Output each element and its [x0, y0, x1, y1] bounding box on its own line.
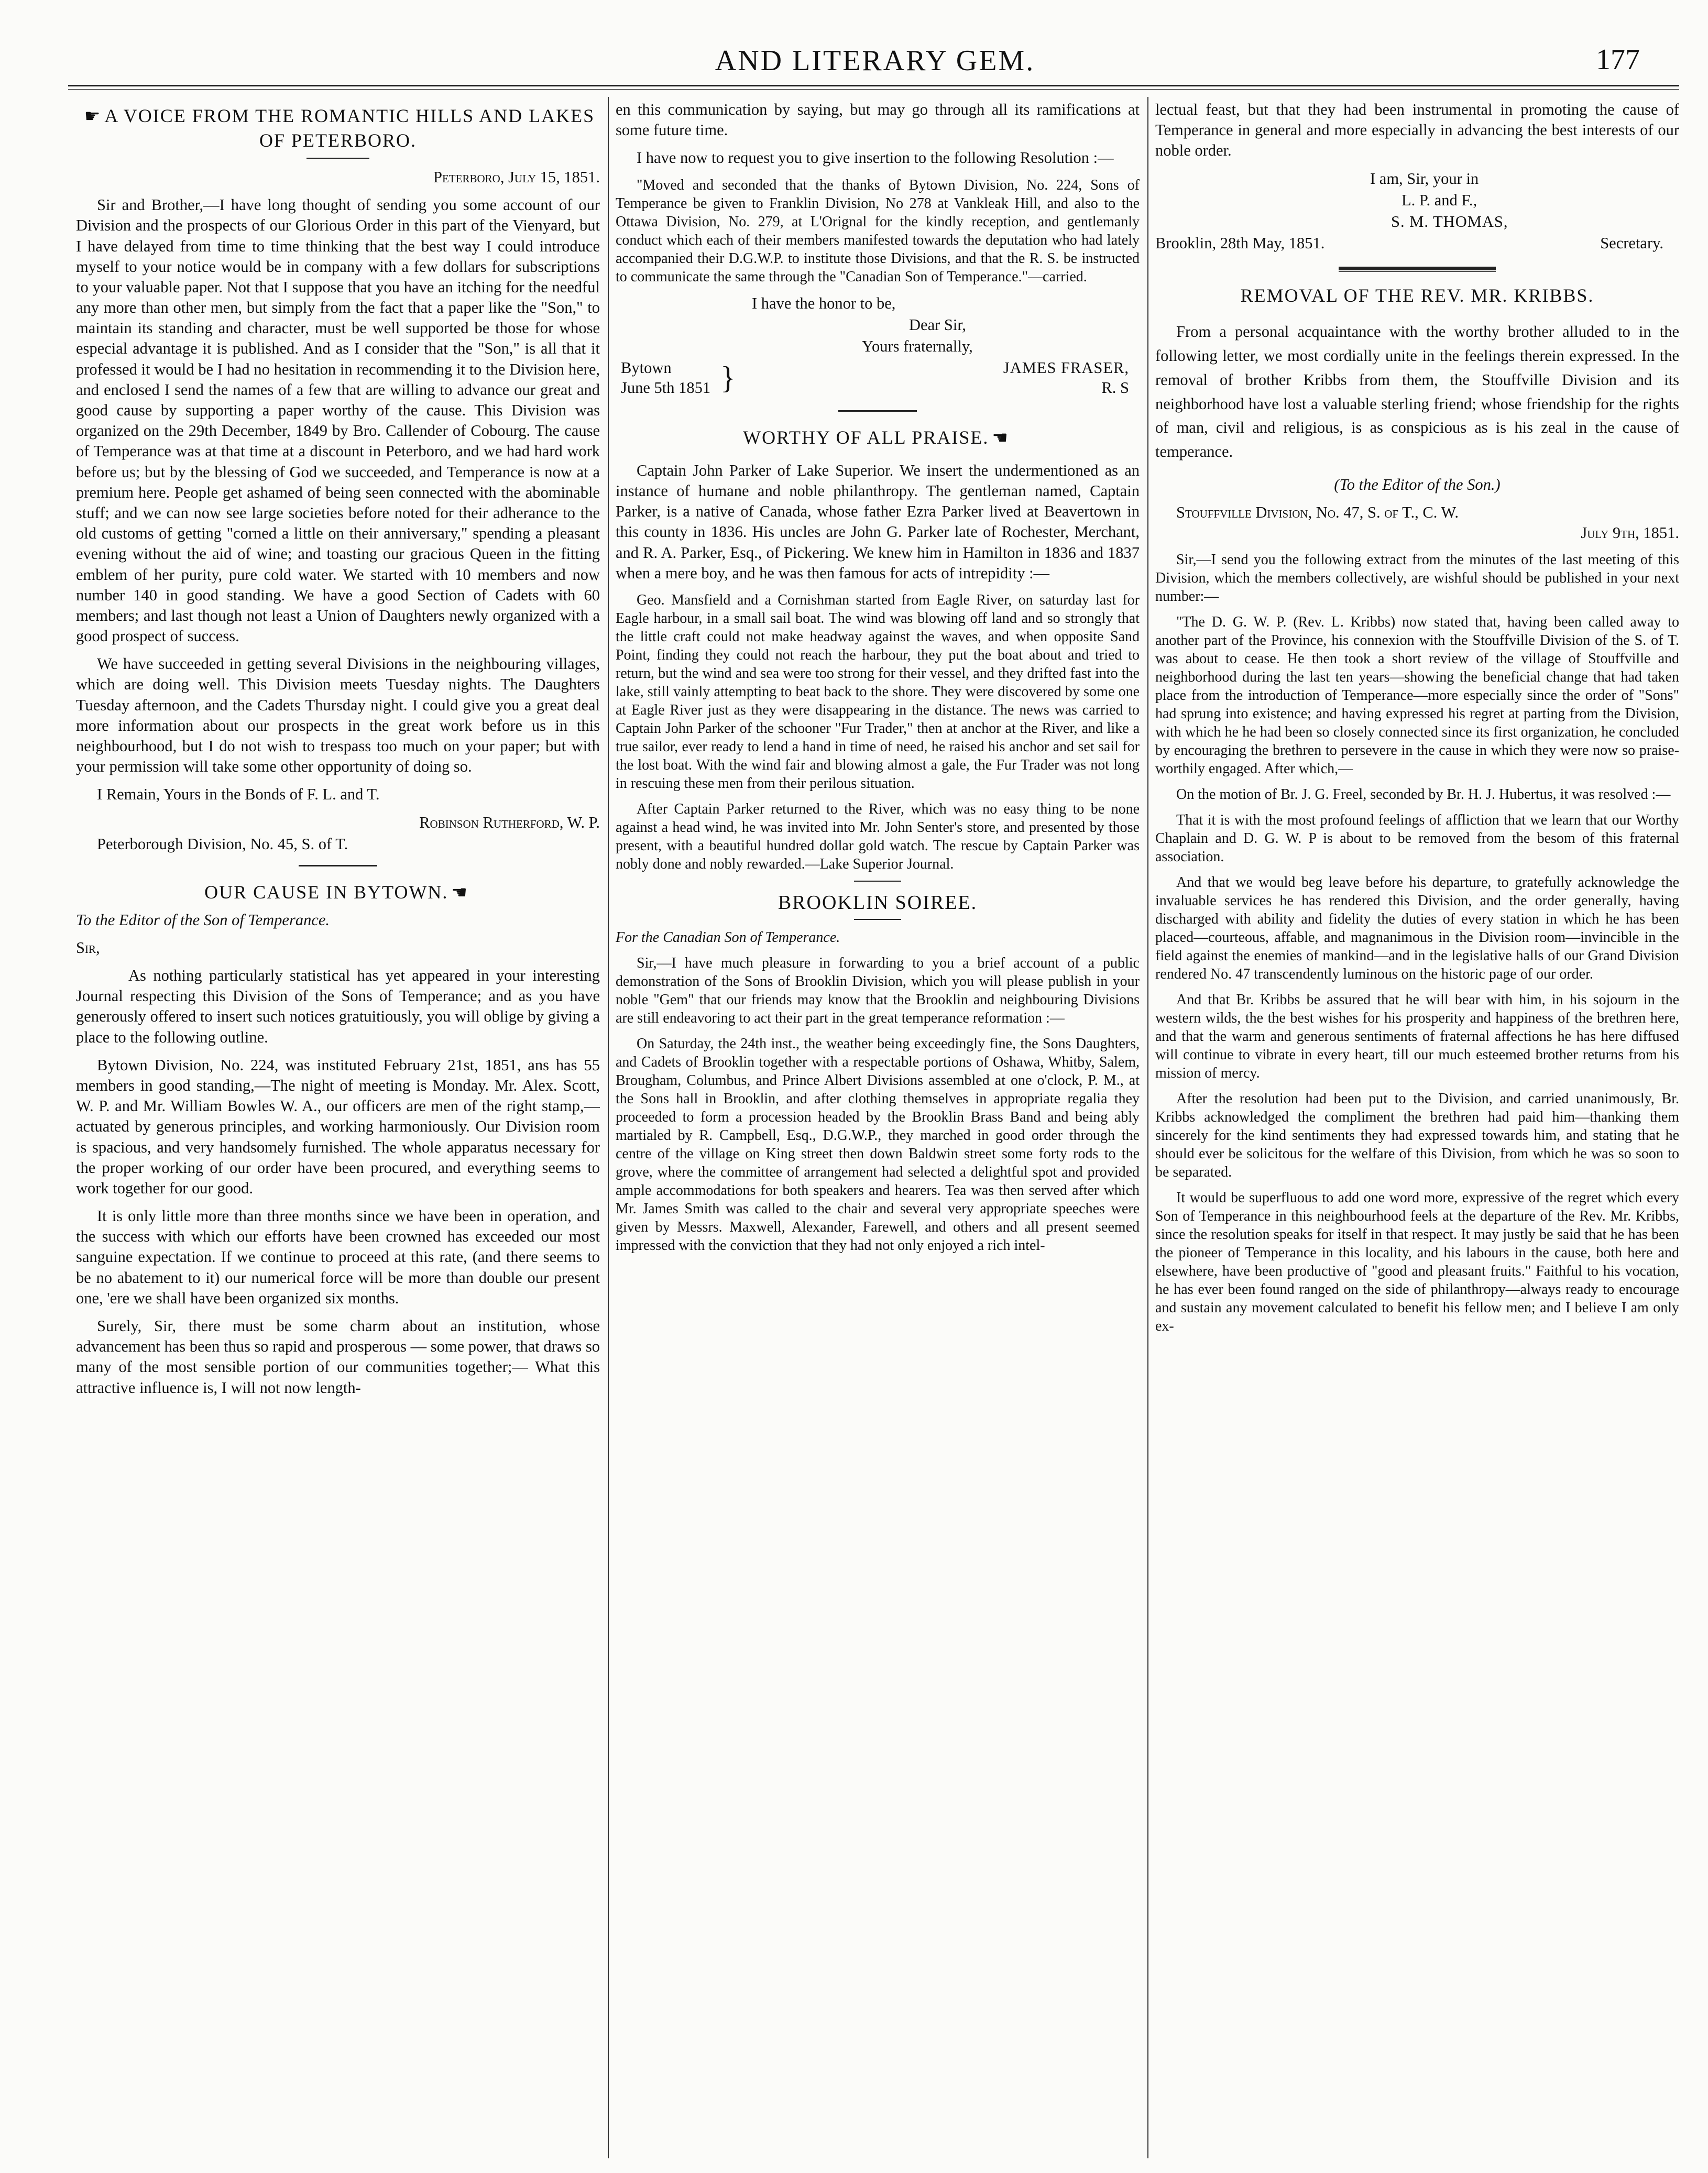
closing-line: I have the honor to be,: [752, 294, 896, 312]
column-rule: [608, 97, 609, 2158]
paragraph: Bytown Division, No. 224, was instituted February 21st, 1851, ans has 55 members in good standing,—The night of meeting is Monday. Mr. Alex. Scott, W. P. and Mr. William Bowles W. A., our officers are men of the right stamp,—actuated by generous principles, and working harmoniously. Our Division room is spacious, and very handsomely furnished. The whole apparatus necessary for the proper working of our order have been procured, and everything seems to work together for our good.: [76, 1056, 600, 1197]
signature-footer: [1155, 233, 1679, 257]
addressee: For the Canadian Son of Temperance.: [616, 929, 840, 946]
paragraph: After the resolution had been put to the Division, and carried unanimously, Br. Kribbs acknowledged the compliment the brethren had paid him—thanking them sincerely for the kind sentiments they had expressed towards him, and stating that he should ever be solicitous for the welfare of this Division, from which he was so soon to be separated.: [1155, 1091, 1679, 1181]
column-3: [1155, 100, 1679, 2158]
divider: [854, 881, 901, 882]
paragraph: I Remain, Yours in the Bonds of F. L. and T.: [97, 785, 380, 804]
sig-role: Secretary.: [1600, 234, 1663, 253]
paragraph: Sir and Brother,—I have long thought of sending you some account of our Division and the prospects of our Glorious Order in this part of the Vienyard, but I have delayed from time to time thinking that the best way I could introduce myself to your notice would be in company with a few dollars for subscriptions to your valuable paper. Not that I suppose that you have an itching for the needful any more than other men, but simply from the fact that a paper like the "Son," to maintain its standing and character, must be well supported be those for whose especial advantage it is published. And as I consider that the "Son," is all that it professed it would be I had no hesitation in recommending it to the Division here, and enclosed I send the names of a few that are willing to advance our great and good cause by supporting a paper worthy of the cause. This Division was organized on the 29th December, 1849 by Bro. Callender of Cobourg. The cause of Temperance was at that time at a discount in Peterboro, and we had hard work before us; but by the blessing of God we succeeded, and Temperance is now at a premium here. People get ashamed of being seen connected with the abominable stuff; and we can now see large societies before noted for their adherance to the old customs of getting "corned a little on their anniversary," spending a pleasant evening without the aid of wine; and toasting our gracious Queen in the fitting emblem of her purity, pure cold water. We started with 10 members and now number 140 in good standing. We have a good Section of Cadets with 60 members; and last though not least a Union of Daughters newly organized with a good prospect of success.: [76, 196, 600, 645]
divider: [838, 410, 917, 412]
column-rule: [1147, 97, 1148, 2158]
paragraph: From a personal acquaintance with the worthy brother alluded to in the following letter, we most cordially unite in the feelings therein expressed. In the removal of brother Kribbs from them, the Stouffville Division and its neighborhood have lost a valuable sterling friend; whose friendship for the rights of man, civil and religious, is as conspicious as is his zeal in the cause of temperance.: [1155, 323, 1679, 461]
paragraph: Sir,—I send you the following extract from the minutes of the last meeting of this Division, which the members collectively, are wishful should be published in your next number:—: [1155, 552, 1679, 605]
paragraph: It would be superfluous to add one word more, expressive of the regret which every Son of Temperance in this neighbourhood feels at the departure of the Rev. Mr. Kribbs, since the resolution speaks for itself in that respect. It may justly be said that he has been the pioneer of Temperance in this locality, and his labours in the cause, both here and elsewhere, have been productive of "good and pleasant fruits." Faithful to his vocation, he has ever been found ranged on the side of philanthropy—always ready to encourage and sustain any movement calculated to benefit his fellow men; and I believe I am only ex-: [1155, 1190, 1679, 1335]
sig-name: JAMES FRASER,: [1003, 359, 1129, 377]
closing-line: Dear Sir,: [909, 315, 966, 334]
resolution: "Moved and seconded that the thanks of Bytown Division, No. 224, Sons of Temperance be given to Franklin Division, No 278 at Vankleak Hill, and also to the Ottawa Division, No. 279, at L'Orignal for the kindly reception, and gentlemanly conduct which each of their members manifested towards the deputation who had lately accompanied their D.G.W.P. to institute those Divisions, and that the R. S. be instructed to communicate the same through the "Canadian Son of Temperance."—carried.: [616, 177, 1140, 285]
running-title: AND LITERARY GEM.: [715, 45, 1035, 77]
closing-line: L. P. and F.,: [1402, 191, 1477, 209]
pointing-hand-icon: ☚: [451, 883, 468, 903]
paragraph: That it is with the most profound feelings of affliction that we learn that our Worthy Chaplain and D. G. W. P is about to be removed from the besom of this fraternal association.: [1155, 812, 1679, 865]
divider: [854, 919, 901, 920]
closing-line: I am, Sir, your in: [1370, 169, 1479, 188]
paragraph: On Saturday, the 24th inst., the weather being exceedingly fine, the Sons Daughters, and Cadets of Brooklin together with a respectable portions of Oshawa, Whitby, Salem, Brougham, Columbus, and Prince Albert Divisions assembled at one o'clock, P. M., at the Sons hall in Brooklin, and after clothing themselves in appropriate regalia they proceeded to form a procession headed by the Brooklin Brass Band and being ably martialed by R. Campbell, Esq., D.G.W.P., they marched in good order through the centre of the village on King street then down Baldwin street some forty rods to the grove, where the committee of arrangement had selected a delightful spot and provided ample accommodations for both speakers and hearers. Tea was then served after which Mr. James Smith was called to the chair and several very appropriate speeches were given by Messrs. Maxwell, Alexander, Farewell, and others and all present seemed impressed with the conviction that they had not only enjoyed a rich intel-: [616, 1035, 1140, 1254]
paragraph: We have succeeded in getting several Divisions in the neighbouring villages, which are doing well. This Division meets Tuesday nights. The Daughters Tuesday afternoon, and the Cadets Thursday night. I could give you a great deal more information about our prospects in the great work before us in this neighbourhood, but I do not wish to trespass too much on your paper; but with your permission will take some other opportunity of doing so.: [76, 655, 600, 776]
divider: [306, 158, 369, 159]
addressee: To the Editor of the Son of Temperance.: [76, 910, 330, 929]
paragraph: en this communication by saying, but may go through all its ramifications at some future time.: [616, 101, 1140, 139]
dateline-date: July 9th, 1851.: [1581, 524, 1679, 542]
sig-date: June 5th 1851: [621, 379, 711, 397]
article-title-brooklin: BROOKLIN SOIREE.: [778, 891, 978, 914]
divider: [299, 865, 377, 866]
article-title-praise: WORTHY OF ALL PRAISE. ☚: [616, 425, 1140, 450]
paragraph: lectual feast, but that they had been instrumental in promoting the cause of Temperance in general and more especially in advancing the best interests of our noble order.: [1155, 101, 1679, 160]
paragraph: After Captain Parker returned to the River, which was no easy thing to be none against a head wind, he was invited into Mr. John Senter's store, and presented by those present, with a beautiful hundred dollar gold watch. The rescue by Captain Parker was nobly done and nobly rewarded.—Lake Superior Journal.: [616, 800, 1140, 872]
paragraph: And that we would beg leave before his departure, to gratefully acknowledge the invaluable services he has rendered this Division, and the order generally, having discharged with ability and fidelity the duties of every station in which he has been placed—courteous, affable, and magnanimous in the Division room—invincible in the field against the enemies of mankind—and in the legislative halls of our Grand Division rendered No. 47 transcendently luminous on the historic page of our order.: [1155, 874, 1679, 983]
signature-block: [616, 358, 1140, 400]
dateline: Peterboro, July 15, 1851.: [433, 168, 600, 186]
column-2: [616, 100, 1140, 2158]
paragraph: Sir,—I have much pleasure in forwarding to you a brief account of a public demonstration of the Sons of Brooklin Division, which you will please publish in your noble "Gem" that our friends may know that the Brooklin and neighbouring Divisions are still endeavoring to act their part in the great temperance reformation :—: [616, 954, 1140, 1026]
paragraph: Captain John Parker of Lake Superior. We insert the undermentioned as an instance of humane and noble philanthropy. The gentleman named, Captain Parker, is a native of Canada, whose father Ezra Parker lived at Beavertown in this county in 1836. His uncles are John G. Parker late of Rochester, Merchant, and R. A. Parker, Esq., of Pickering. We knew him in Hamilton in 1836 and 1837 when a mere boy, and he was then famous for acts of intrepidity :—: [616, 461, 1140, 582]
page-header: [73, 42, 1677, 84]
signature-division: Peterborough Division, No. 45, S. of T.: [97, 835, 348, 853]
divider: [1339, 267, 1496, 272]
header-rule: [68, 85, 1679, 90]
sig-place: Bytown: [621, 359, 672, 377]
paragraph: Geo. Mansfield and a Cornishman started from Eagle River, on saturday last for Eagle harbour, in a small sail boat. The wind was blowing off land and so strongly that the little craft could not make headway against the waves, and when opposite Sand Point, finding they could not reach the harbour, they put the boat about and tried to return, but the wind and sea were too strong for their vessel, and they drifted fast into the lake, still vainly attempting to beat back to the shore. They were discovered by some one at Eagle River just as they were disappearing in the distance. The news was carried to Captain John Parker of the schooner "Fur Trader," then at anchor at the River, and like a true sailor, ever ready to lend a hand in time of need, he raised his anchor and set sail for the lost boat. With the wind fair and blowing almost a gale, the Fur Trader was not long in rescuing these men from their perilous situation.: [616, 591, 1140, 792]
article-title-bytown: OUR CAUSE IN BYTOWN. ☚: [76, 880, 600, 905]
sig-role: R. S: [1101, 379, 1129, 397]
salutation: Sir,: [76, 938, 100, 957]
article-title-peterboro: ☛ A VOICE FROM THE ROMANTIC HILLS AND LAKES OF PETERBORO.: [84, 105, 595, 151]
paragraph: "The D. G. W. P. (Rev. L. Kribbs) now stated that, having been called away to another part of the Province, his connexion with the Stouffville Division of the S. of T. was about to cease. He then took a short review of the village of Stouffville and neighborhood during the last ten years—showing the beneficial change that had taken place from the introduction of Temperance—more especially since the order of "Sons" had sprung into existence; and having expressed his regret at parting from the Division, with which he he had been so closely connected since its first organization, he concluded by encouraging the brethren to persevere in the cause in which they were now so praise-worthily engaged. After which,—: [1155, 614, 1679, 777]
paragraph: It is only little more than three months since we have been in operation, and the success with which our efforts have been crowned has exceeded our most sanguine expectation. If we continue to proceed at this rate, (and there seems to be no abatement to it) our numerical force will be more than double our present one, 'ere we shall have been organized six months.: [76, 1207, 600, 1307]
pointing-hand-icon: ☚: [992, 429, 1009, 448]
sig-name: S. M. THOMAS,: [1391, 212, 1508, 231]
paragraph: I have now to request you to give insertion to the following Resolution :—: [637, 149, 1114, 167]
closing-line: Yours fraternally,: [862, 337, 973, 355]
article-title-kribbs: REMOVAL OF THE REV. MR. KRIBBS.: [1240, 285, 1594, 306]
column-1: [76, 100, 600, 2158]
dateline: Stouffville Division, No. 47, S. of T., C. W.: [1176, 503, 1459, 522]
sig-date: Brooklin, 28th May, 1851.: [1155, 234, 1325, 253]
paragraph: On the motion of Br. J. G. Freel, seconded by Br. H. J. Hubertus, it was resolved :—: [1176, 786, 1671, 803]
brace: }: [720, 360, 736, 396]
page-number: 177: [1596, 43, 1640, 76]
paragraph: And that Br. Kribbs be assured that he will bear with him, in his sojourn in the western wilds, the the best wishes for his prosperity and happiness of the brethren here, and that the warm and generous sentiments of fraternal affections he has here diffused will continue to vibrate in every heart, till our much esteemed brother returns from his mission of mercy.: [1155, 992, 1679, 1082]
addressee: (To the Editor of the Son.): [1334, 475, 1501, 493]
signature: Robinson Rutherford, W. P.: [419, 813, 600, 831]
paragraph: Surely, Sir, there must be some charm about an institution, whose advancement has been thus so rapid and prosperous — some power, that draws so many of the most sensible portion of our communities together;— What this attractive influence is, I will not now length-: [76, 1317, 600, 1397]
paragraph: As nothing particularly statistical has yet appeared in your interesting Journal respecting this Division of the Sons of Temperance; and as you have generously offered to insert such notices gratuitiously, you will oblige by giving a place to the following outline.: [76, 967, 600, 1046]
pointing-hand-icon: ☛: [84, 107, 102, 126]
